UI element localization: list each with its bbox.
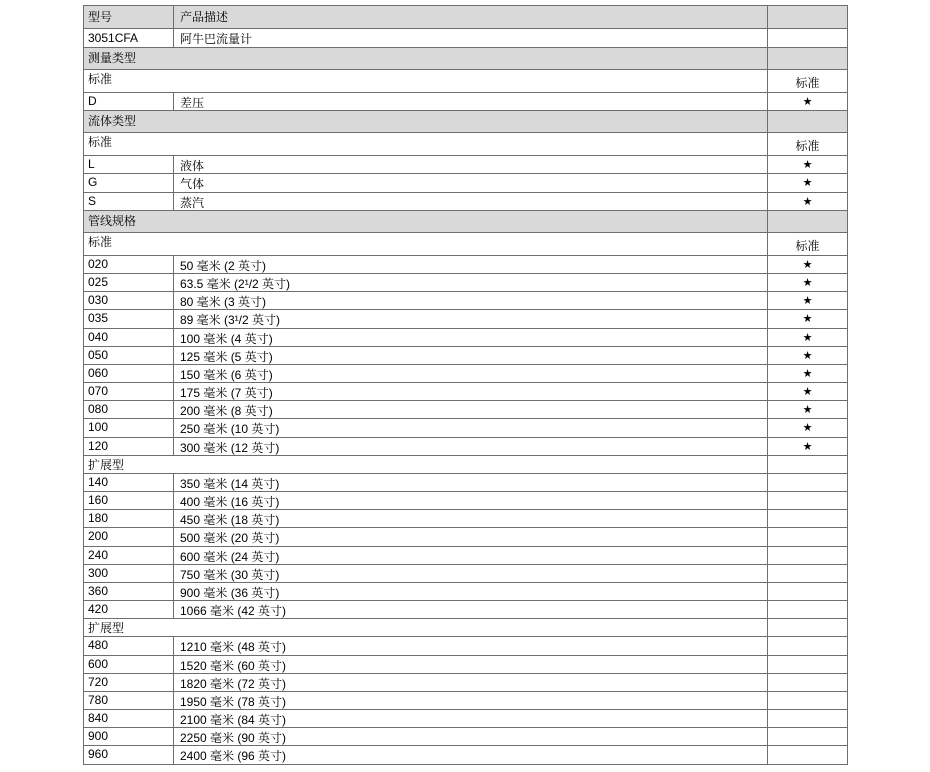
table-body [84, 48, 847, 765]
option-description: 150 毫米 (6 英寸) [173, 365, 767, 382]
standard-cell [767, 583, 847, 600]
table-row [84, 474, 847, 492]
option-description: 89 毫米 (3¹/2 英寸) [173, 310, 767, 327]
standard-star-icon: ★ [767, 329, 847, 346]
option-code: 360 [88, 583, 109, 598]
product-description: 阿牛巴流量计 [173, 29, 767, 47]
option-code: 420 [88, 602, 109, 617]
table-row [84, 156, 847, 174]
table-row [84, 419, 847, 437]
standard-cell [767, 692, 847, 709]
group-standard-label: 标准 [767, 133, 847, 155]
option-description: 蒸汽 [173, 193, 767, 210]
standard-star-icon: ★ [767, 93, 847, 110]
table-row [84, 637, 847, 655]
standard-cell [767, 746, 847, 763]
section-header-row [84, 211, 847, 233]
option-description: 差压 [173, 93, 767, 110]
option-code: 070 [88, 384, 109, 399]
section-header-row [84, 111, 847, 133]
group-label: 标准 [88, 135, 113, 150]
standard-star-icon: ★ [767, 347, 847, 364]
table-row [84, 347, 847, 365]
table-row [84, 728, 847, 746]
table-row [84, 510, 847, 528]
standard-star-icon: ★ [767, 365, 847, 382]
standard-star-icon: ★ [767, 256, 847, 273]
group-header-row [84, 133, 847, 156]
standard-cell [767, 492, 847, 509]
table-row [84, 193, 847, 211]
group-standard-label: 标准 [767, 233, 847, 255]
option-code: 120 [88, 438, 109, 453]
option-code: 600 [88, 656, 109, 671]
option-description: 600 毫米 (24 英寸) [173, 547, 767, 564]
group-label: 扩展型 [88, 457, 125, 472]
standard-cell [767, 474, 847, 491]
option-code: 020 [88, 256, 109, 271]
option-code: G [88, 175, 98, 190]
option-description: 1520 毫米 (60 英寸) [173, 656, 767, 673]
standard-star-icon: ★ [767, 292, 847, 309]
table-row [84, 383, 847, 401]
table-row [84, 401, 847, 419]
table-row [84, 93, 847, 111]
option-description: 80 毫米 (3 英寸) [173, 292, 767, 309]
section-header-row [84, 48, 847, 70]
table-row [84, 274, 847, 292]
option-code: 480 [88, 638, 109, 653]
product-standard-cell [767, 29, 847, 47]
standard-star-icon: ★ [767, 193, 847, 210]
option-description: 175 毫米 (7 英寸) [173, 383, 767, 400]
table-row [84, 656, 847, 674]
product-row [84, 29, 847, 48]
description-column-header: 产品描述 [173, 6, 767, 28]
table-row [84, 601, 847, 619]
option-description: 1820 毫米 (72 英寸) [173, 674, 767, 691]
table-row [84, 528, 847, 546]
option-description: 900 毫米 (36 英寸) [173, 583, 767, 600]
option-description: 1950 毫米 (78 英寸) [173, 692, 767, 709]
standard-star-icon: ★ [767, 383, 847, 400]
option-description: 350 毫米 (14 英寸) [173, 474, 767, 491]
option-code: 030 [88, 293, 109, 308]
option-code: 160 [88, 493, 109, 507]
table-row [84, 692, 847, 710]
standard-star-icon: ★ [767, 419, 847, 436]
option-description: 400 毫米 (16 英寸) [173, 492, 767, 509]
table-row [84, 365, 847, 383]
standard-cell [767, 601, 847, 618]
option-code: 200 [88, 529, 109, 544]
option-code: 035 [88, 311, 109, 326]
option-code: 040 [88, 329, 109, 344]
option-code: 060 [88, 365, 109, 380]
option-description: 2250 毫米 (90 英寸) [173, 728, 767, 745]
section-title: 流体类型 [88, 114, 137, 129]
group-header-row [84, 456, 847, 474]
option-code: 240 [88, 547, 109, 562]
table-row [84, 492, 847, 510]
option-code: 300 [88, 565, 109, 580]
option-description: 液体 [173, 156, 767, 173]
standard-star-icon: ★ [767, 274, 847, 291]
option-description: 1210 毫米 (48 英寸) [173, 637, 767, 654]
table-row [84, 292, 847, 310]
option-description: 750 毫米 (30 英寸) [173, 565, 767, 582]
standard-star-icon: ★ [767, 174, 847, 191]
table-row [84, 746, 847, 764]
option-code: D [88, 94, 97, 108]
table-row [84, 174, 847, 192]
option-code: S [88, 193, 97, 208]
option-code: 025 [88, 274, 109, 289]
section-standard-cell [767, 48, 847, 69]
section-standard-cell [767, 111, 847, 132]
standard-star-icon: ★ [767, 401, 847, 418]
option-code: 100 [88, 420, 109, 435]
group-label: 标准 [88, 234, 113, 249]
standard-cell [767, 710, 847, 727]
table-row [84, 310, 847, 328]
standard-cell [767, 637, 847, 654]
option-description: 气体 [173, 174, 767, 191]
option-code: 900 [88, 729, 109, 744]
option-code: L [88, 157, 95, 172]
group-standard-label [767, 619, 847, 636]
model-column-header: 型号 [88, 10, 113, 24]
option-code: 960 [88, 747, 109, 762]
option-code: 140 [88, 474, 109, 489]
option-description: 450 毫米 (18 英寸) [173, 510, 767, 527]
section-standard-cell [767, 211, 847, 232]
standard-cell [767, 547, 847, 564]
option-description: 50 毫米 (2 英寸) [173, 256, 767, 273]
product-code: 3051CFA [88, 31, 139, 45]
standard-cell [767, 656, 847, 673]
table-row [84, 547, 847, 565]
section-title: 测量类型 [88, 51, 137, 65]
table-row [84, 438, 847, 456]
standard-cell [767, 510, 847, 527]
option-code: 720 [88, 674, 109, 689]
group-standard-label: 标准 [767, 70, 847, 92]
table-row [84, 674, 847, 692]
option-code: 080 [88, 402, 109, 417]
product-options-table [83, 5, 848, 765]
group-header-row [84, 619, 847, 637]
option-description: 300 毫米 (12 英寸) [173, 438, 767, 455]
option-description: 500 毫米 (20 英寸) [173, 528, 767, 545]
group-standard-label [767, 456, 847, 473]
table-row [84, 710, 847, 728]
table-row [84, 583, 847, 601]
group-label: 标准 [88, 72, 113, 86]
option-code: 840 [88, 711, 109, 726]
option-code: 050 [88, 347, 109, 362]
standard-cell [767, 728, 847, 745]
table-row [84, 256, 847, 274]
standard-column-header [767, 6, 847, 28]
group-header-row [84, 70, 847, 93]
option-code: 180 [88, 511, 109, 526]
option-description: 125 毫米 (5 英寸) [173, 347, 767, 364]
section-title: 管线规格 [88, 213, 137, 228]
option-description: 200 毫米 (8 英寸) [173, 401, 767, 418]
option-description: 1066 毫米 (42 英寸) [173, 601, 767, 618]
standard-star-icon: ★ [767, 156, 847, 173]
option-code: 780 [88, 692, 109, 707]
option-description: 250 毫米 (10 英寸) [173, 419, 767, 436]
standard-star-icon: ★ [767, 438, 847, 455]
group-header-row [84, 233, 847, 256]
standard-cell [767, 528, 847, 545]
table-header-row [84, 6, 847, 29]
option-description: 2100 毫米 (84 英寸) [173, 710, 767, 727]
standard-star-icon: ★ [767, 310, 847, 327]
table-row [84, 329, 847, 347]
standard-cell [767, 674, 847, 691]
standard-cell [767, 565, 847, 582]
option-description: 100 毫米 (4 英寸) [173, 329, 767, 346]
table-row [84, 565, 847, 583]
group-label: 扩展型 [88, 621, 125, 636]
option-description: 63.5 毫米 (2¹/2 英寸) [173, 274, 767, 291]
option-description: 2400 毫米 (96 英寸) [173, 746, 767, 763]
